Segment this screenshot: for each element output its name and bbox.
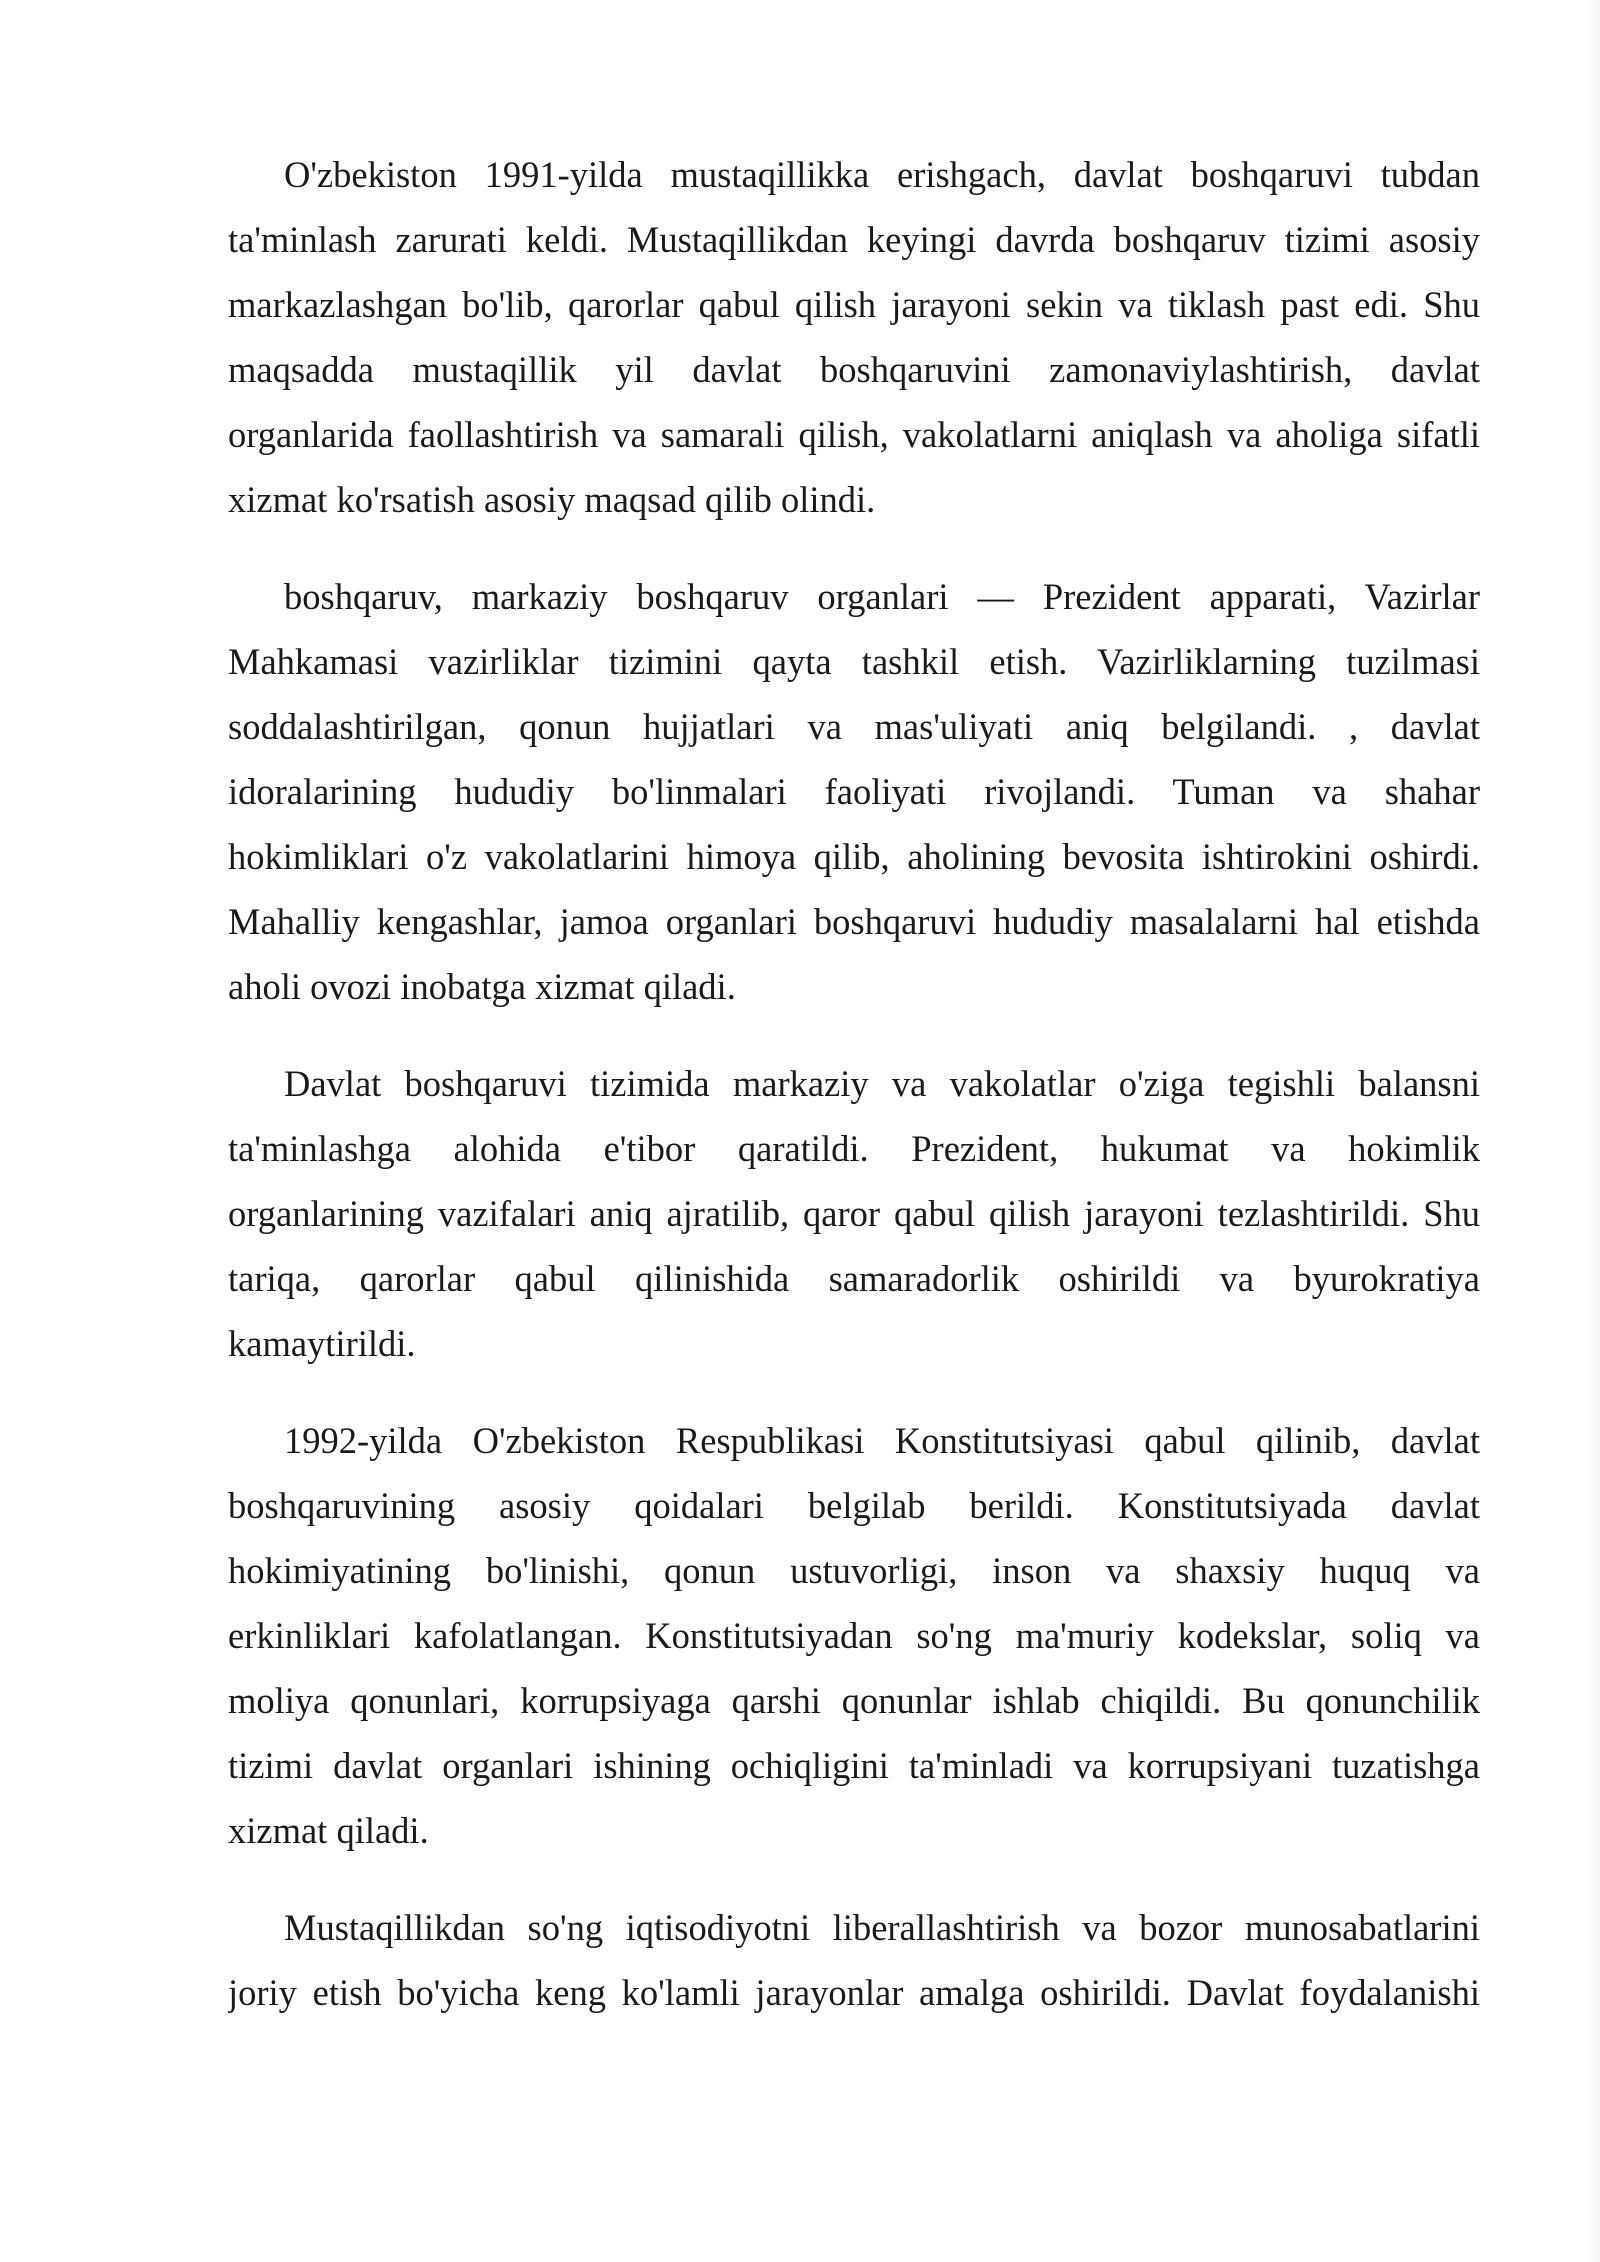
text-line: idoralarining hududiy bo'linmalari faoliyati rivojlandi. Tuman va shahar	[228, 771, 1480, 812]
text-line: O'zbekiston 1991-yilda mustaqillikka erishgach, davlat boshqaruvi tubdan	[284, 154, 1480, 195]
text-line: boshqaruv, markaziy boshqaruv organlari — Prezident apparati, Vazirlar	[284, 576, 1480, 617]
text-line: hokimliklari o'z vakolatlarini himoya qilib, aholining bevosita ishtirokini oshirdi.	[228, 836, 1480, 877]
paragraph	[228, 564, 1480, 1019]
text-line: boshqaruvining asosiy qoidalari belgilab berildi. Konstitutsiyada davlat	[228, 1485, 1480, 1526]
text-line: xizmat ko'rsatish asosiy maqsad qilib olindi.	[228, 479, 876, 520]
text-line: aholi ovozi inobatga xizmat qiladi.	[228, 966, 736, 1007]
paragraph	[228, 1051, 1480, 1376]
text-line: 1992-yilda O'zbekiston Respublikasi Konstitutsiyasi qabul qilinib, davlat	[284, 1420, 1480, 1461]
paragraph	[228, 1408, 1480, 1863]
text-line: Davlat boshqaruvi tizimida markaziy va vakolatlar o'ziga tegishli balansni	[284, 1063, 1480, 1104]
text-line: organlarida faollashtirish va samarali qilish, vakolatlarni aniqlash va aholiga sifatli	[228, 414, 1480, 455]
text-line: Mahalliy kengashlar, jamoa organlari boshqaruvi hududiy masalalarni hal etishda	[228, 901, 1480, 942]
text-line: soddalashtirilgan, qonun hujjatlari va mas'uliyati aniq belgilandi. , davlat	[228, 706, 1480, 747]
text-line: erkinliklari kafolatlangan. Konstitutsiyadan so'ng ma'muriy kodekslar, soliq va	[228, 1615, 1480, 1656]
text-line: moliya qonunlari, korrupsiyaga qarshi qonunlar ishlab chiqildi. Bu qonunchilik	[228, 1680, 1480, 1721]
text-line: hokimiyatining bo'linishi, qonun ustuvorligi, inson va shaxsiy huquq va	[228, 1550, 1480, 1591]
text-line: Mahkamasi vazirliklar tizimini qayta tashkil etish. Vazirliklarning tuzilmasi	[228, 641, 1480, 682]
text-line: xizmat qiladi.	[228, 1810, 429, 1851]
text-line: ta'minlashga alohida e'tibor qaratildi. Prezident, hukumat va hokimlik	[228, 1128, 1480, 1169]
paragraph	[228, 142, 1480, 532]
paragraph	[228, 1895, 1480, 2025]
text-line: kamaytirildi.	[228, 1323, 416, 1364]
text-line: maqsadda mustaqillik yil davlat boshqaruvini zamonaviylashtirish, davlat	[228, 349, 1480, 390]
document-body	[228, 142, 1480, 2057]
text-line: ta'minlash zarurati keldi. Mustaqillikdan keyingi davrda boshqaruv tizimi asosiy	[228, 219, 1480, 260]
text-line: tariqa, qarorlar qabul qilinishida samaradorlik oshirildi va byurokratiya	[228, 1258, 1480, 1299]
text-line: Mustaqillikdan so'ng iqtisodiyotni liberallashtirish va bozor munosabatlarini	[284, 1907, 1480, 1948]
page-edge-shadow	[1586, 0, 1600, 2262]
text-line: markazlashgan bo'lib, qarorlar qabul qilish jarayoni sekin va tiklash past edi. Shu	[228, 284, 1480, 325]
text-line: joriy etish bo'yicha keng ko'lamli jarayonlar amalga oshirildi. Davlat foydalanishi	[228, 1972, 1480, 2013]
text-line: organlarining vazifalari aniq ajratilib, qaror qabul qilish jarayoni tezlashtirildi. Shu	[228, 1193, 1480, 1234]
text-line: tizimi davlat organlari ishining ochiqligini ta'minladi va korrupsiyani tuzatishga	[228, 1745, 1480, 1786]
